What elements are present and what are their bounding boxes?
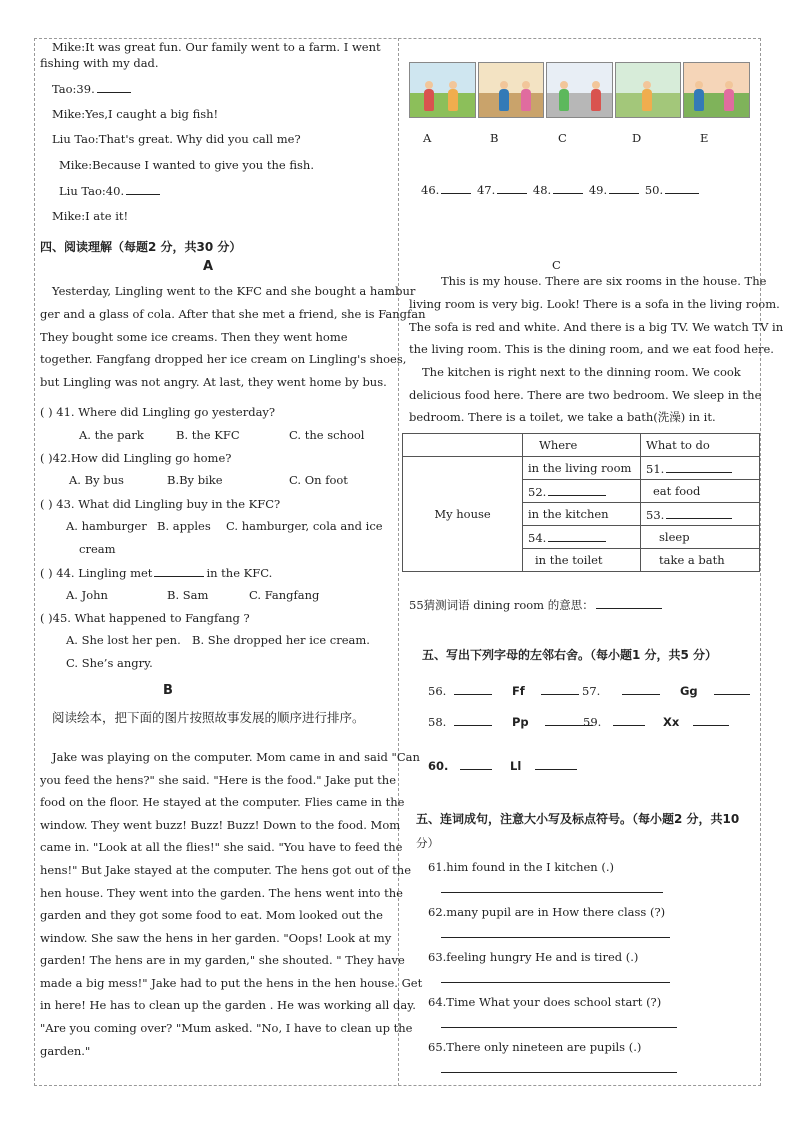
- passage-c-line: The kitchen is right next to the dinning room. We cook: [422, 365, 741, 379]
- letter-item-58: 58. Pp: [428, 714, 595, 730]
- answer-line: [441, 982, 670, 983]
- picture-label-c: C: [558, 131, 567, 145]
- order-blanks: 46. 47. 48. 49. 50.: [421, 182, 701, 198]
- table-cell-what: 53.: [641, 503, 760, 526]
- sentence-item-63: 63.feeling hungry He and is tired (.): [428, 950, 639, 964]
- option: B. Sam: [167, 588, 209, 602]
- option: B. She dropped her ice cream.: [192, 633, 370, 647]
- question-44: ( ) 44. Lingling met in the KFC.: [40, 566, 273, 580]
- question-43: ( ) 43. What did Lingling buy in the KFC?: [40, 497, 281, 511]
- table-cell-where: 52.: [523, 480, 641, 503]
- letter-item-56: 56. Ff: [428, 683, 581, 699]
- picture-label-e: E: [700, 131, 709, 145]
- story-picture-b: [478, 62, 545, 118]
- table-header-row: [403, 434, 760, 457]
- column-divider: [398, 38, 399, 1086]
- passage-a-title: A: [203, 259, 214, 274]
- passage-b-line: made a big mess!" Jake had to put the hens in the hen house. Get: [40, 976, 423, 990]
- answer-line: [441, 937, 670, 938]
- section-4-heading: 四、阅读理解（每题2 分，共30 分）: [40, 240, 242, 254]
- option: A. She lost her pen.: [66, 633, 181, 647]
- question-55: 55猜测词语 dining room 的意思：: [409, 597, 664, 613]
- table-header-where: Where: [523, 434, 641, 457]
- sentence-item-65: 65.There only nineteen are pupils (.): [428, 1040, 642, 1054]
- story-picture-a: [409, 62, 476, 118]
- passage-c-line: delicious food here. There are two bedroom. We sleep in the: [409, 388, 762, 402]
- passage-c-line: The sofa is red and white. And there is a big TV. We watch TV in: [409, 320, 784, 334]
- table-cell-where: 54.: [523, 526, 641, 549]
- passage-b-line: window. She saw the hens in her garden. "Oops! Look at my: [40, 931, 392, 945]
- sentence-item-61: 61.him found in the I kitchen (.): [428, 860, 614, 874]
- option: C. Fangfang: [249, 588, 320, 602]
- table-cell-where: in the kitchen: [523, 503, 641, 526]
- passage-c-line: bedroom. There is a toilet, we take a bath(洗澡) in it.: [409, 410, 716, 424]
- table-cell-where: in the living room: [523, 457, 641, 480]
- dialogue-line-2: fishing with my dad.: [40, 56, 159, 70]
- option: C. the school: [289, 428, 365, 442]
- option: A. the park: [79, 428, 144, 442]
- dialogue-line-6: Mike:Because I wanted to give you the fish.: [59, 158, 314, 172]
- picture-label-b: B: [490, 131, 499, 145]
- answer-line: [441, 892, 663, 893]
- story-picture-strip: [409, 62, 750, 118]
- question-45: ( )45. What happened to Fangfang ?: [40, 611, 250, 625]
- passage-a-line: They bought some ice creams. Then they went home: [40, 330, 348, 344]
- passage-c-title: C: [552, 258, 561, 272]
- letter-item-57: 57. Gg: [582, 683, 752, 699]
- house-table: [402, 433, 760, 572]
- section-5a-heading: 五、写出下列字母的左邻右舍。（每小题1 分，共5 分）: [422, 648, 718, 662]
- table-cell-what: eat food: [641, 480, 760, 503]
- story-picture-d: [615, 62, 682, 118]
- story-picture-c: [546, 62, 613, 118]
- passage-b-line: garden! The hens are in my garden," she shouted. " They have: [40, 953, 405, 967]
- table-corner: [403, 434, 523, 457]
- passage-b-line: food on the floor. He stayed at the computer. Flies came in the: [40, 795, 405, 809]
- option: C. On foot: [289, 473, 348, 487]
- passage-b-line: hens!" But Jake stayed at the computer. The hens got out of the: [40, 863, 411, 877]
- section-5b-heading: 五、连词成句，注意大小写及标点符号。（每小题2 分，共10: [416, 812, 740, 826]
- option: A. John: [66, 588, 108, 602]
- table-cell-what: take a bath: [641, 549, 760, 572]
- dialogue-line-1: Mike:It was great fun. Our family went to a farm. I went: [52, 40, 381, 54]
- picture-label-a: A: [423, 131, 432, 145]
- dialogue-line-8: Mike:I ate it!: [52, 209, 129, 223]
- picture-label-d: D: [632, 131, 642, 145]
- passage-b-line: you feed the hens?" she said. "Here is the food." Jake put the: [40, 773, 397, 787]
- passage-a-line: Yesterday, Lingling went to the KFC and she bought a hambur: [52, 284, 416, 298]
- sentence-item-62: 62.many pupil are in How there class (?): [428, 905, 666, 919]
- passage-a-line: but Lingling was not angry. At last, they went home by bus.: [40, 375, 387, 389]
- table-cell-what: sleep: [641, 526, 760, 549]
- letter-item-59: 59. Xx: [583, 714, 731, 730]
- passage-b-line: garden.": [40, 1044, 91, 1058]
- answer-line: [441, 1027, 677, 1028]
- story-picture-e: [683, 62, 750, 118]
- section-5b-heading-cont: 分）: [416, 836, 439, 850]
- passage-b-title: B: [163, 683, 173, 698]
- passage-b-line: hen house. They went into the garden. The hens went into the: [40, 886, 403, 900]
- passage-b-line: in here! He has to clean up the garden . He was working all day.: [40, 998, 416, 1012]
- passage-a-line: together. Fangfang dropped her ice cream on Lingling's shoes,: [40, 352, 407, 366]
- dialogue-line-7: Liu Tao:40.: [59, 183, 162, 199]
- passage-c-line: the living room. This is the dining room, and we eat food here.: [409, 342, 774, 356]
- passage-b-line: came in. "Look at all the flies!" she said. "You have to feed the: [40, 840, 403, 854]
- option: C. She’s angry.: [66, 656, 153, 670]
- dialogue-line-4: Mike:Yes,I caught a big fish!: [52, 107, 219, 121]
- sentence-item-64: 64.Time What your does school start (?): [428, 995, 662, 1009]
- option: B.By bike: [167, 473, 223, 487]
- letter-item-60: 60. Ll: [428, 758, 579, 774]
- answer-line: [441, 1072, 677, 1073]
- option-continued: cream: [79, 542, 116, 556]
- option: A. By bus: [69, 473, 124, 487]
- option: C. hamburger, cola and ice: [226, 519, 383, 533]
- option: B. apples: [157, 519, 211, 533]
- passage-c-line: living room is very big. Look! There is a sofa in the living room.: [409, 297, 780, 311]
- passage-b-line: Jake was playing on the computer. Mom came in and said "Can: [52, 750, 420, 764]
- table-row-label: My house: [403, 457, 523, 572]
- passage-b-line: garden and they got some food to eat. Mom looked out the: [40, 908, 383, 922]
- table-cell-where: in the toilet: [523, 549, 641, 572]
- passage-b-line: window. They went buzz! Buzz! Buzz! Down to the food. Mom: [40, 818, 401, 832]
- table-row: [403, 457, 760, 480]
- passage-c-line: This is my house. There are six rooms in the house. The: [441, 274, 767, 288]
- table-cell-what: 51.: [641, 457, 760, 480]
- dialogue-line-5: Liu Tao:That's great. Why did you call me?: [52, 132, 301, 146]
- passage-a-line: ger and a glass of cola. After that she met a friend, she is Fangfan: [40, 307, 426, 321]
- passage-b-instruction: 阅读绘本，把下面的图片按照故事发展的顺序进行排序。: [52, 710, 365, 725]
- question-41: ( ) 41. Where did Lingling go yesterday?: [40, 405, 276, 419]
- table-header-what: What to do: [641, 434, 760, 457]
- option: B. the KFC: [176, 428, 240, 442]
- option: A. hamburger: [66, 519, 147, 533]
- dialogue-line-3: Tao:39.: [52, 81, 133, 97]
- question-42: ( )42.How did Lingling go home?: [40, 451, 232, 465]
- passage-b-line: "Are you coming over? "Mum asked. "No, I have to clean up the: [40, 1021, 413, 1035]
